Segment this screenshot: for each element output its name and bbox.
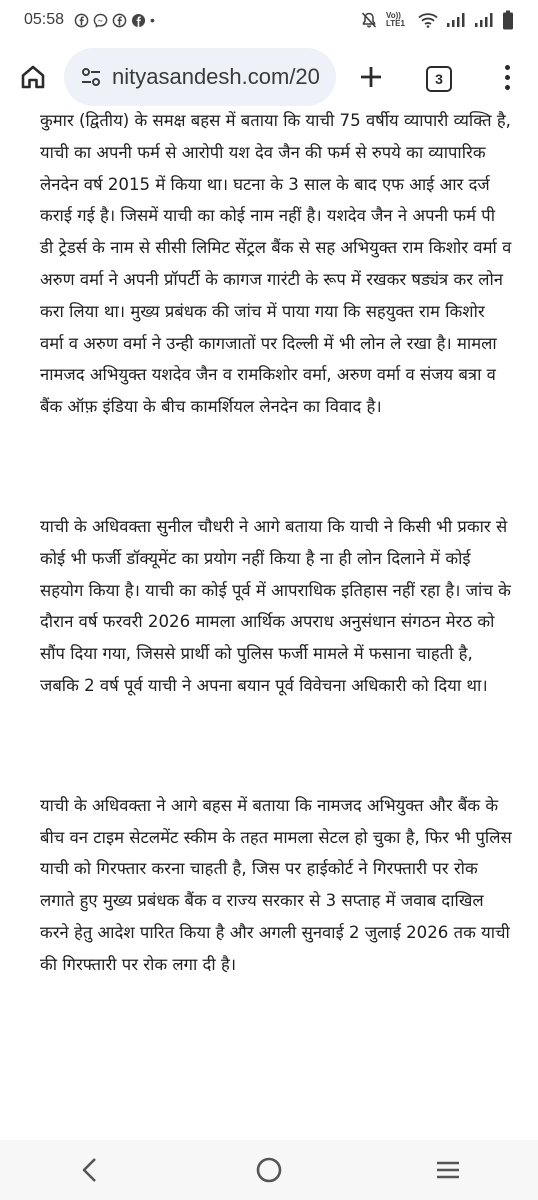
wifi-icon (418, 12, 438, 28)
home-button[interactable] (14, 58, 52, 96)
network-label: Vo)) LTE1 (386, 11, 405, 28)
article-paragraph: याची के अधिवक्ता सुनील चौधरी ने आगे बताया कि याची ने किसी भी प्रकार से कोई भी फर्जी डॉक्यूमेंट का प्रयोग नहीं किया है ना ही लोन दिलाने में कोई सहयोग किया है। याची का कोई पूर्व में आपराधिक इतिहास नहीं रहा है। जांच के दौरान वर्ष फरवरी 2026 मामला आर्थिक अपराध अनुसंधान संगठन मेरठ को सौंप दिया गया, जिससे प्रार्थी को पुलिस फर्जी मामले में फसाना चाहती है, जबकि 2 वर्ष पूर्व याची ने अपना बयान पूर्व विवेचना अधिकारी को दिया था। (40, 516, 511, 695)
article-paragraph: कुमार (द्वितीय) के समक्ष बहस में बताया कि याची 75 वर्षीय व्यापारी व्यक्ति है, याची का अपनी फर्म से आरोपी यश देव जैन की फर्म से रुपये का व्यापारिक लेनदेन वर्ष 2015 में किया था। घटना के 3 साल के बाद एफ आई आर दर्ज कराई गई है। जिसमें याची का कोई नाम नहीं है। यशदेव जैन ने अपनी फर्म पी डी ट्रेडर्स के नाम से सीसी लिमिट सेंट्रल बैंक से सह अभियुक्त राम किशोर वर्मा व अरुण वर्मा ने अपनी प्रॉपर्टी के कागज गारंटी के रूप में रखकर षड्यंत्र कर लोन करा लिया था। मुख्य प्रबंधक की जांच में पाया गया कि सहयुक्त राम किशोर वर्मा व अरुण वर्मा ने उन्ही कागजातों पर दिल्ली में भी लोन ले रखा है। मामला नामजद अभियुक्त यशदेव जैन व रामकिशोर वर्मा, अरुण वर्मा व संजय बत्रा व बैंक ऑफ़ इंडिया के बीच कामर्शियल लेनदेन का विवाद है। (40, 111, 512, 417)
facebook-icon (131, 13, 146, 28)
page-content[interactable] (0, 98, 538, 1140)
plus-icon (359, 65, 383, 89)
messenger-icon (93, 13, 108, 28)
status-time: 05:58 (24, 11, 65, 28)
notification-icons (74, 12, 155, 28)
home-icon (19, 63, 47, 91)
status-right (360, 10, 514, 30)
signal-icon (474, 12, 494, 28)
notification-dot: • (150, 12, 155, 28)
more-menu-button[interactable] (492, 58, 522, 96)
back-icon (80, 1157, 100, 1183)
status-bar (0, 0, 538, 40)
status-left (24, 11, 155, 29)
more-vert-icon (505, 65, 510, 70)
signal-icon (446, 12, 466, 28)
recents-icon (435, 1159, 461, 1181)
article-body (0, 105, 538, 981)
url-text[interactable]: nityasandesh.com/20 (112, 64, 320, 89)
site-settings-icon[interactable] (80, 66, 102, 88)
article-paragraph: याची के अधिवक्ता ने आगे बहस में बताया कि नामजद अभियुक्त और बैंक के बीच वन टाइम सेटलमेंट स्कीम के तहत मामला सेटल हो चुका है, फिर भी पुलिस याची को गिरफ्तार करना चाहती है, जिस पर हाईकोर्ट ने गिरफ्तारी पर रोक लगाते हुए मुख्य प्रबंधक बैंक व राज्य सरकार से 3 सप्ताह में जवाब दाखिल करने हेतु आदेश पारित किया है और अगली सुनवाई 2 जुलाई 2026 तक याची की गिरफ्तारी पर रोक लगा दी है। (40, 795, 512, 974)
home-nav-button[interactable] (239, 1150, 299, 1190)
battery-icon (502, 10, 514, 30)
back-button[interactable] (60, 1150, 120, 1190)
mute-icon (360, 11, 378, 29)
new-tab-button[interactable] (352, 58, 390, 96)
system-nav-bar (0, 1140, 538, 1200)
recents-button[interactable] (418, 1150, 478, 1190)
facebook-icon (112, 13, 127, 28)
home-circle-icon (255, 1156, 283, 1184)
tab-switcher-button[interactable]: 3 (426, 66, 452, 92)
facebook-icon (74, 13, 89, 28)
